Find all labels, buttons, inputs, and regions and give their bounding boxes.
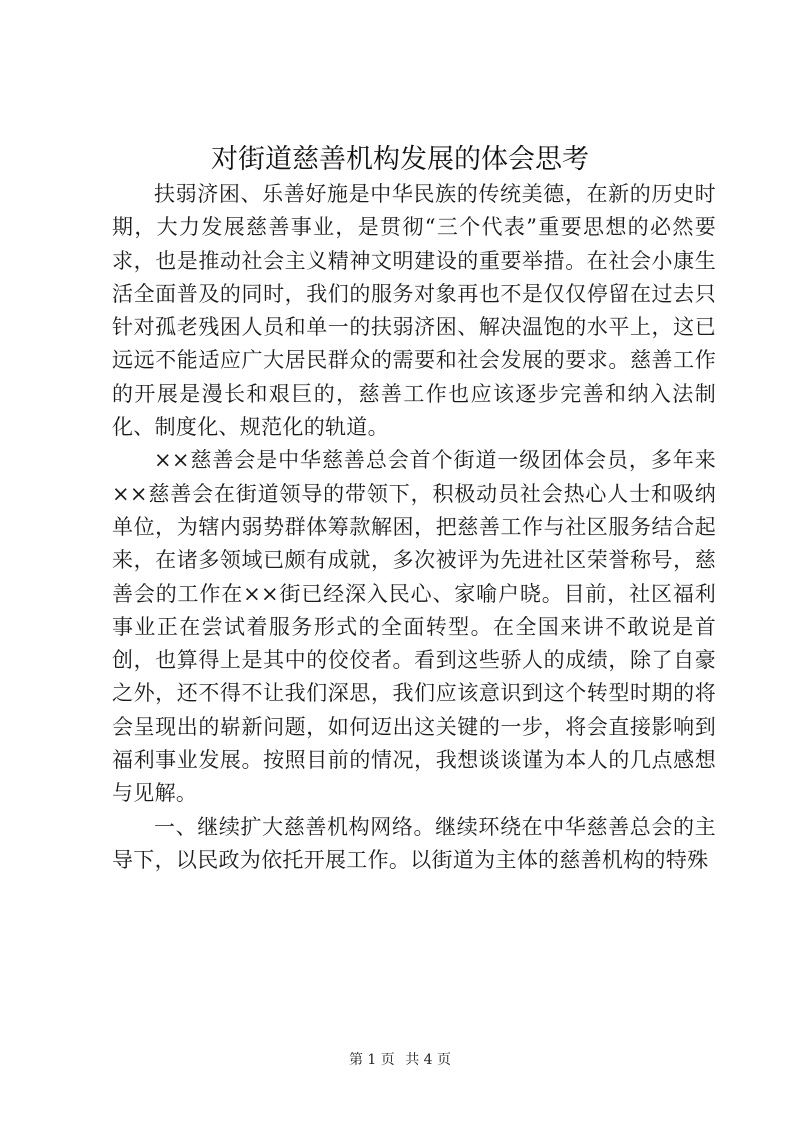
page-total: 共 4 页 (405, 1052, 452, 1068)
page-footer (0, 1050, 800, 1070)
paragraph-3: 一、继续扩大慈善机构网络。继续环绕在中华慈善总会的主导下，以民政为依托开展工作。以街道为主体的慈善机构的特殊 (112, 814, 716, 872)
document-body (112, 178, 716, 877)
paragraph-2: ××慈善会是中华慈善总会首个街道一级团体会员，多年来××慈善会在街道领导的带领下，积极动员社会热心人士和吸纳单位，为辖内弱势群体筹款解困，把慈善工作与社区服务结合起来，在诸多领域已颇有成就，多次被评为先进社区荣誉称号，慈善会的工作在××街已经深入民心、家喻户晓。目前，社区福利事业正在尝试着服务形式的全面转型。在全国来讲不敢说是首创，也算得上是其中的佼佼者。看到这些骄人的成绩，除了自豪之外，还不得不让我们深思，我们应该意识到这个转型时期的将会呈现出的崭新问题，如何迈出这关键的一步，将会直接影响到福利事业发展。按照目前的情况，我想谈谈谨为本人的几点感想与见解。 (112, 448, 716, 806)
page-number: 第 1 页 (348, 1052, 395, 1068)
document-title: 对街道慈善机构发展的体会思考 (211, 144, 589, 175)
paragraph-1: 扶弱济困、乐善好施是中华民族的传统美德，在新的历史时期，大力发展慈善事业，是贯彻“三个代表”重要思想的必然要求，也是推动社会主义精神文明建设的重要举措。在社会小康生活全面普及的同时，我们的服务对象再也不是仅仅停留在过去只针对孤老残困人员和单一的扶弱济困、解决温饱的水平上，这已远远不能适应广大居民群众的需要和社会发展的要求。慈善工作的开展是漫长和艰巨的，慈善工作也应该逐步完善和纳入法制化、制度化、规范化的轨道。 (112, 182, 716, 440)
